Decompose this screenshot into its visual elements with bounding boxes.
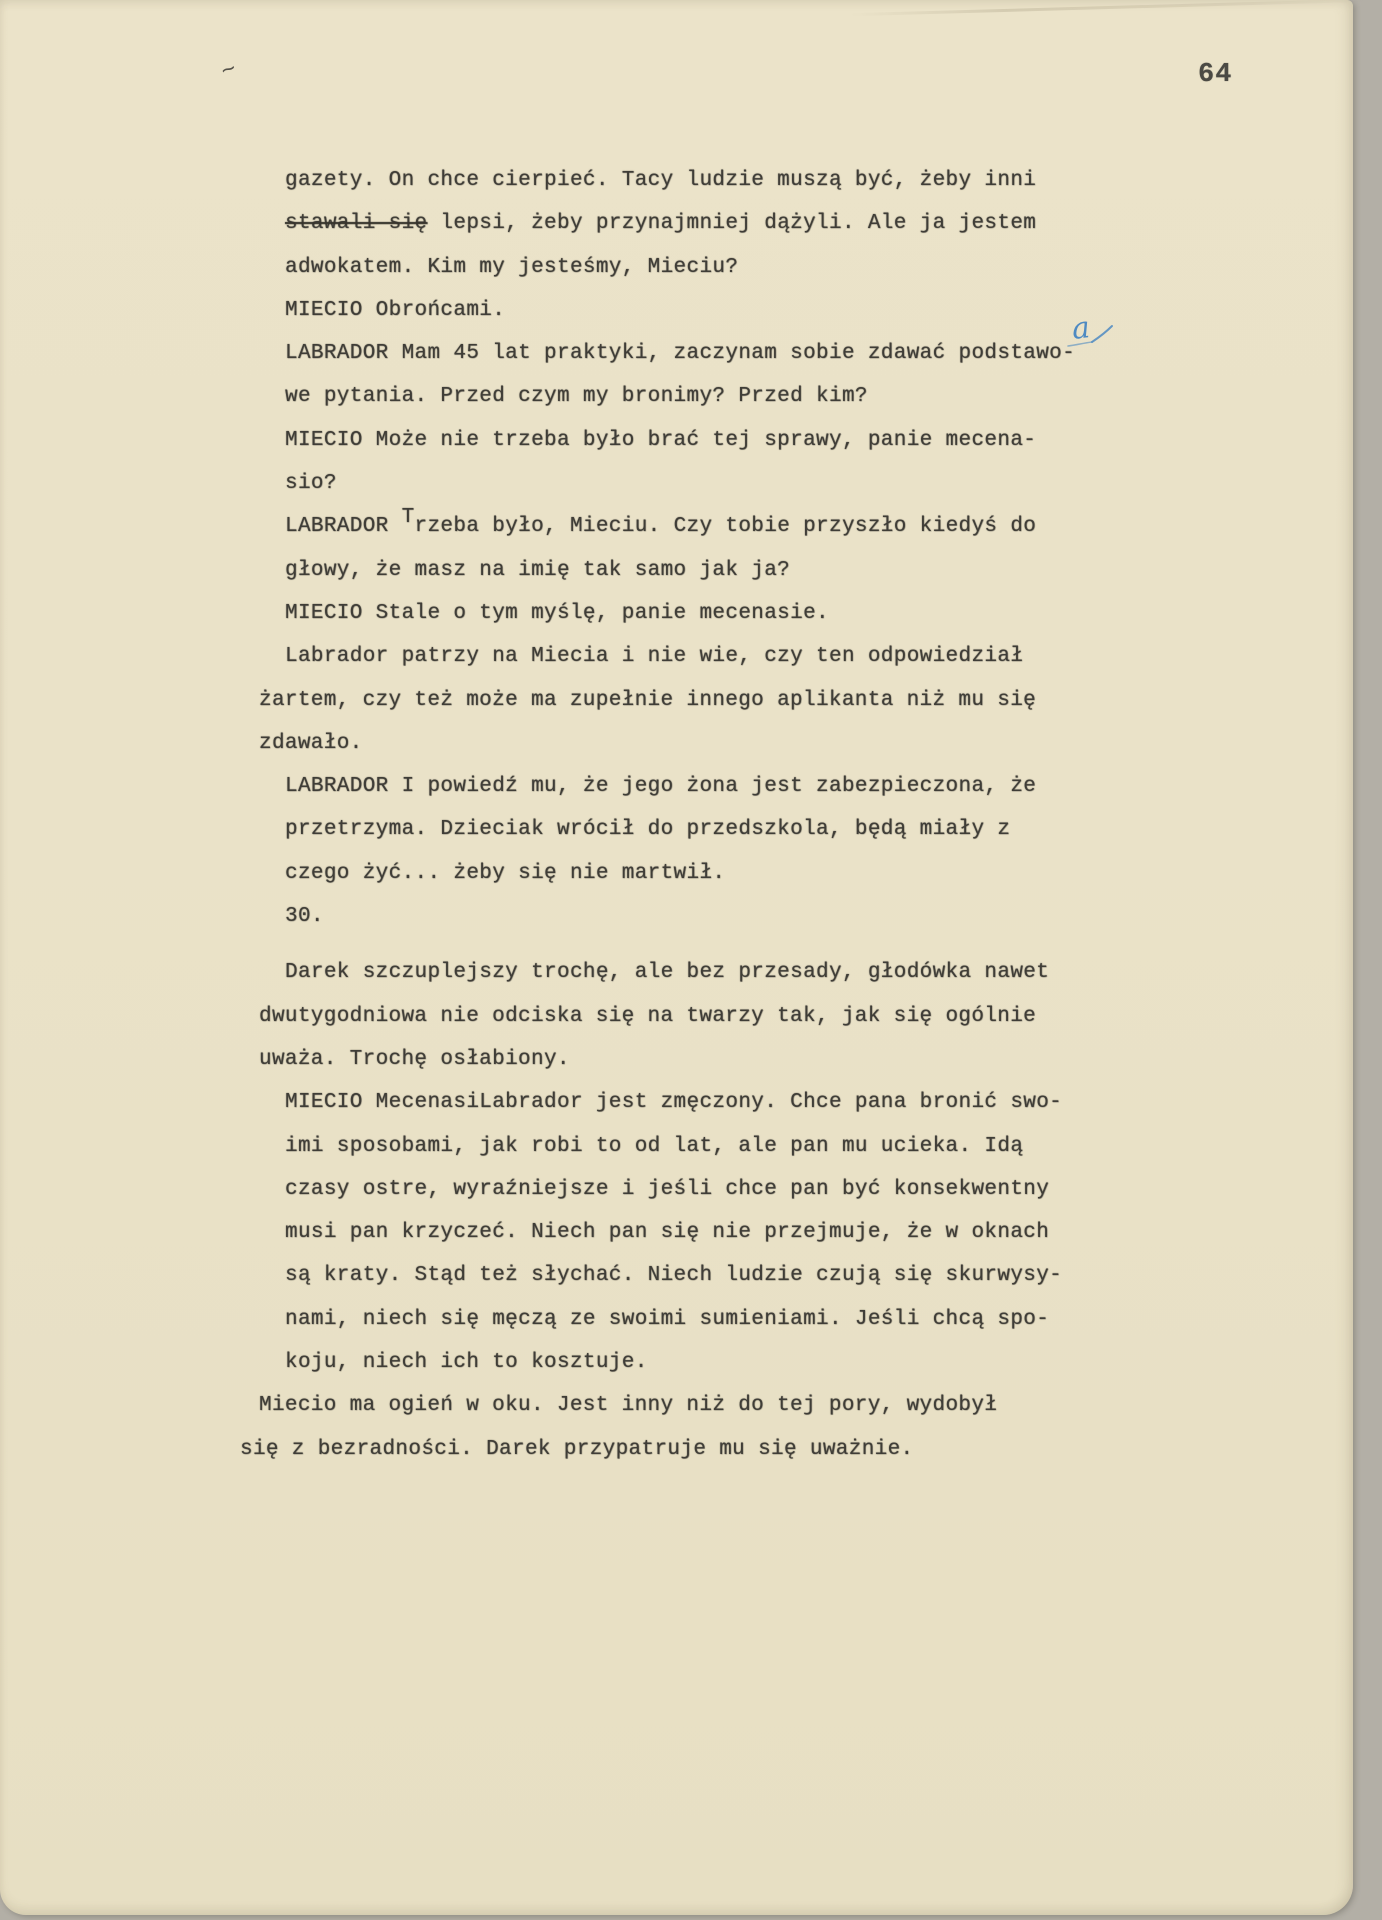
stray-pen-mark: ~ — [217, 56, 241, 87]
typescript-segment: przetrzyma. Dzieciak wrócił do przedszkola, będą miały z — [285, 818, 1011, 842]
typescript-line — [0, 1384, 1353, 1427]
typescript-line — [0, 289, 1353, 332]
typescript-line — [0, 895, 1353, 938]
typescript-segment: głowy, że masz na imię tak samo jak ja? — [285, 558, 791, 582]
page-number: 64 — [1198, 60, 1233, 90]
typescript-line — [0, 635, 1353, 678]
typescript-line — [0, 1038, 1353, 1081]
typescript-line — [0, 375, 1353, 418]
typescript-segment: LABRADOR — [285, 515, 402, 539]
typescript-segment: imi sposobami, jak robi to od lat, ale pan mu ucieka. Idą — [285, 1134, 1024, 1158]
typescript-segment: stawali się — [285, 212, 428, 236]
typescript-line — [0, 332, 1353, 375]
typescript-line — [0, 1298, 1353, 1341]
typescript-line — [0, 1125, 1353, 1168]
typescript-segment: T — [401, 506, 415, 530]
typescript-line — [0, 765, 1353, 808]
typescript-segment: gazety. On chce cierpieć. Tacy ludzie muszą być, żeby inni — [285, 169, 1037, 192]
typescript-line — [0, 592, 1353, 635]
typescript-segment: LABRADOR I powiedź mu, że jego żona jest zabezpieczona, że — [285, 775, 1037, 799]
typescript-segment: MIECIO MecenasiLabrador jest zmęczony. Chce pana bronić swo- — [285, 1091, 1063, 1115]
typescript-segment: MIECIO Obrońcami. — [285, 298, 506, 322]
typescript-segment: MIECIO Może nie trzeba było brać tej sprawy, panie mecena- — [285, 428, 1037, 452]
typescript-line — [0, 1168, 1353, 1211]
typescript-segment: czasy ostre, wyraźniejsze i jeśli chce pan być konsekwentny — [285, 1177, 1050, 1201]
typescript-segment: we pytania. Przed czym my bronimy? Przed kim? — [285, 385, 868, 409]
typescript-segment: 30. — [285, 905, 324, 929]
typescript-line — [0, 808, 1353, 851]
typescript-line — [0, 995, 1353, 1038]
typescript-segment: Darek szczuplejszy trochę, ale bez przesady, głodówka nawet — [285, 961, 1050, 985]
typescript-segment: rzeba było, Mieciu. Czy tobie przyszło kiedyś do — [414, 515, 1037, 539]
typescript-segment: Labrador patrzy na Miecia i nie wie, czy ten odpowiedział — [285, 645, 1024, 669]
typescript-segment: zdawało. — [259, 731, 363, 755]
typescript-line — [0, 419, 1353, 462]
typescript-line — [0, 679, 1353, 722]
typescript-line — [0, 159, 1353, 202]
typescript-segment: się z bezradności. Darek przypatruje mu się uważnie. — [240, 1437, 914, 1461]
typescript-line — [0, 1081, 1353, 1124]
typescript-segment: koju, niech ich to kosztuje. — [285, 1351, 648, 1375]
typescript-line — [0, 1428, 1353, 1471]
typescript-segment: Miecio ma ogień w oku. Jest inny niż do tej pory, wydobył — [259, 1394, 998, 1418]
typescript-line — [0, 1211, 1353, 1254]
typescript-segment: adwokatem. Kim my jesteśmy, Mieciu? — [285, 255, 739, 279]
typescript-segment: lepsi, żeby przynajmniej dążyli. Ale ja jestem — [427, 212, 1037, 236]
typescript-line — [0, 951, 1353, 994]
handwritten-correction — [1058, 312, 1128, 362]
typescript-segment: żartem, czy też może ma zupełnie innego aplikanta niż mu się — [259, 688, 1037, 712]
typescript-segment: czego żyć... żeby się nie martwił. — [285, 861, 726, 885]
typescript-segment: uważa. Trochę osłabiony. — [259, 1047, 570, 1071]
typescript-segment: nami, niech się męczą ze swoimi sumieniami. Jeśli chcą spo- — [285, 1307, 1050, 1331]
typescript-segment: LABRADOR Mam 45 lat praktyki, zaczynam sobie zdawać podstawo- — [285, 342, 1076, 366]
typescript-segment: dwutygodniowa nie odciska się na twarzy tak, jak się ogólnie — [259, 1004, 1037, 1028]
typescript-segment: MIECIO Stale o tym myślę, panie mecenasie. — [285, 601, 829, 625]
typescript-line — [0, 462, 1353, 505]
typescript-line — [0, 202, 1353, 245]
typescript-line — [0, 246, 1353, 289]
typescript-segment: są kraty. Stąd też słychać. Niech ludzie czują się skurwysy- — [285, 1264, 1063, 1288]
typescript-line — [0, 505, 1353, 548]
pen-stroke-icon — [1058, 312, 1128, 362]
handwritten-letter: a — [1070, 310, 1092, 347]
typescript-line — [0, 1254, 1353, 1297]
typescript-segment: musi pan krzyczeć. Niech pan się nie przejmuje, że w oknach — [285, 1221, 1050, 1245]
typescript-line — [0, 549, 1353, 592]
typescript-line — [0, 852, 1353, 895]
typescript-body — [0, 159, 1353, 1471]
typescript-line — [0, 722, 1353, 765]
typescript-line — [0, 1341, 1353, 1384]
typescript-segment: sio? — [285, 472, 337, 496]
paper-crease — [850, 0, 1370, 16]
